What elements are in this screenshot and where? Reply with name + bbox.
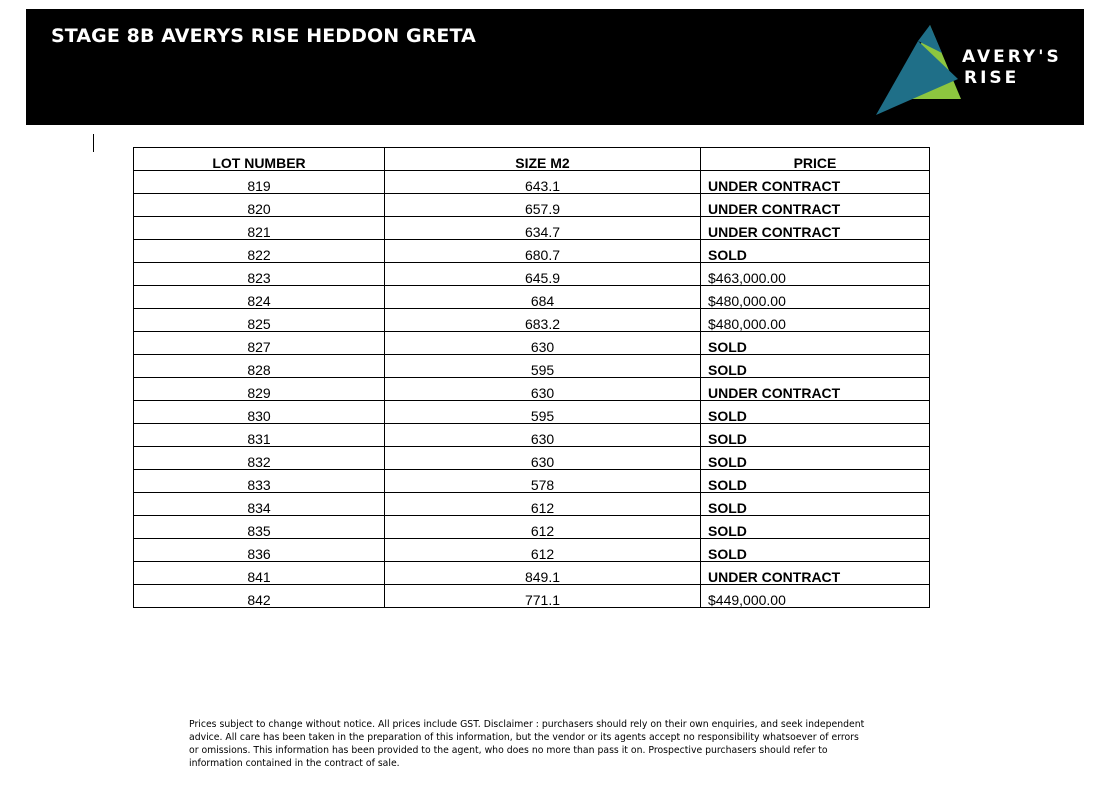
size-cell: 595 [385,401,701,424]
price-cell: UNDER CONTRACT [701,562,930,585]
size-cell: 771.1 [385,585,701,608]
price-cell: UNDER CONTRACT [701,217,930,240]
size-cell: 612 [385,493,701,516]
price-cell: SOLD [701,240,930,263]
lot-number-cell: 821 [134,217,385,240]
price-cell: SOLD [701,355,930,378]
table-row [134,194,930,217]
size-cell: 612 [385,516,701,539]
price-cell: SOLD [701,493,930,516]
price-cell: UNDER CONTRACT [701,171,930,194]
price-cell: $480,000.00 [701,309,930,332]
table-row [134,585,930,608]
table-row [134,355,930,378]
lot-number-cell: 819 [134,171,385,194]
page-title: STAGE 8B AVERYS RISE HEDDON GRETA [51,25,476,47]
size-cell: 683.2 [385,309,701,332]
table-row [134,378,930,401]
price-cell: $463,000.00 [701,263,930,286]
lot-number-cell: 832 [134,447,385,470]
table-row [134,332,930,355]
size-cell: 634.7 [385,217,701,240]
table-row [134,309,930,332]
table-row [134,516,930,539]
size-cell: 645.9 [385,263,701,286]
table-row [134,286,930,309]
logo-wordmark-line2: RISE [964,68,1020,88]
lot-number-cell: 828 [134,355,385,378]
lot-number-cell: 833 [134,470,385,493]
lot-number-cell: 831 [134,424,385,447]
price-cell: SOLD [701,332,930,355]
table-row [134,493,930,516]
size-cell: 578 [385,470,701,493]
size-cell: 684 [385,286,701,309]
table-row [134,263,930,286]
header-price: PRICE [701,148,930,171]
lot-number-cell: 822 [134,240,385,263]
price-cell: SOLD [701,539,930,562]
price-cell: SOLD [701,470,930,493]
price-cell: SOLD [701,447,930,470]
lot-number-cell: 829 [134,378,385,401]
size-cell: 630 [385,447,701,470]
size-cell: 657.9 [385,194,701,217]
lot-number-cell: 841 [134,562,385,585]
table-row [134,401,930,424]
price-cell: UNDER CONTRACT [701,194,930,217]
price-cell: UNDER CONTRACT [701,378,930,401]
price-cell: SOLD [701,424,930,447]
size-cell: 643.1 [385,171,701,194]
table-row [134,562,930,585]
logo-wordmark [962,47,1062,89]
lot-number-cell: 835 [134,516,385,539]
size-cell: 595 [385,355,701,378]
table-row [134,539,930,562]
table-body [134,171,930,608]
logo-teal-triangle [876,41,958,115]
header-size: SIZE M2 [385,148,701,171]
text-cursor [93,134,94,152]
lot-number-cell: 834 [134,493,385,516]
size-cell: 612 [385,539,701,562]
triangle-logo-icon [874,21,964,117]
price-cell: $480,000.00 [701,286,930,309]
lot-number-cell: 830 [134,401,385,424]
lot-number-cell: 842 [134,585,385,608]
header-lot-number: LOT NUMBER [134,148,385,171]
size-cell: 630 [385,332,701,355]
lot-number-cell: 824 [134,286,385,309]
price-cell: $449,000.00 [701,585,930,608]
header-band [26,9,1084,125]
size-cell: 630 [385,424,701,447]
table-row [134,171,930,194]
averys-rise-logo [874,21,1074,117]
table-row [134,447,930,470]
table-row [134,424,930,447]
logo-wordmark-line1: AVERY'S [962,47,1062,67]
lot-number-cell: 823 [134,263,385,286]
lot-number-cell: 825 [134,309,385,332]
price-cell: SOLD [701,401,930,424]
price-cell: SOLD [701,516,930,539]
table-row [134,470,930,493]
lot-number-cell: 820 [134,194,385,217]
lot-number-cell: 836 [134,539,385,562]
table-header-row [134,148,930,171]
size-cell: 630 [385,378,701,401]
table-row [134,240,930,263]
disclaimer-text: Prices subject to change without notice. All prices include GST. Disclaimer : purchasers should rely on their own enquiries, and seek independent advice. All care has been taken in the preparation of this information, but the vendor or its agents accept no responsibility whatsoever of errors or omissions. This information has been provided to the agent, who does no more than pass it on. Prospective purchasers should refer to information contained in the contract of sale. [189,719,865,769]
lot-number-cell: 827 [134,332,385,355]
size-cell: 680.7 [385,240,701,263]
table-row [134,217,930,240]
size-cell: 849.1 [385,562,701,585]
lot-price-table [133,147,930,608]
